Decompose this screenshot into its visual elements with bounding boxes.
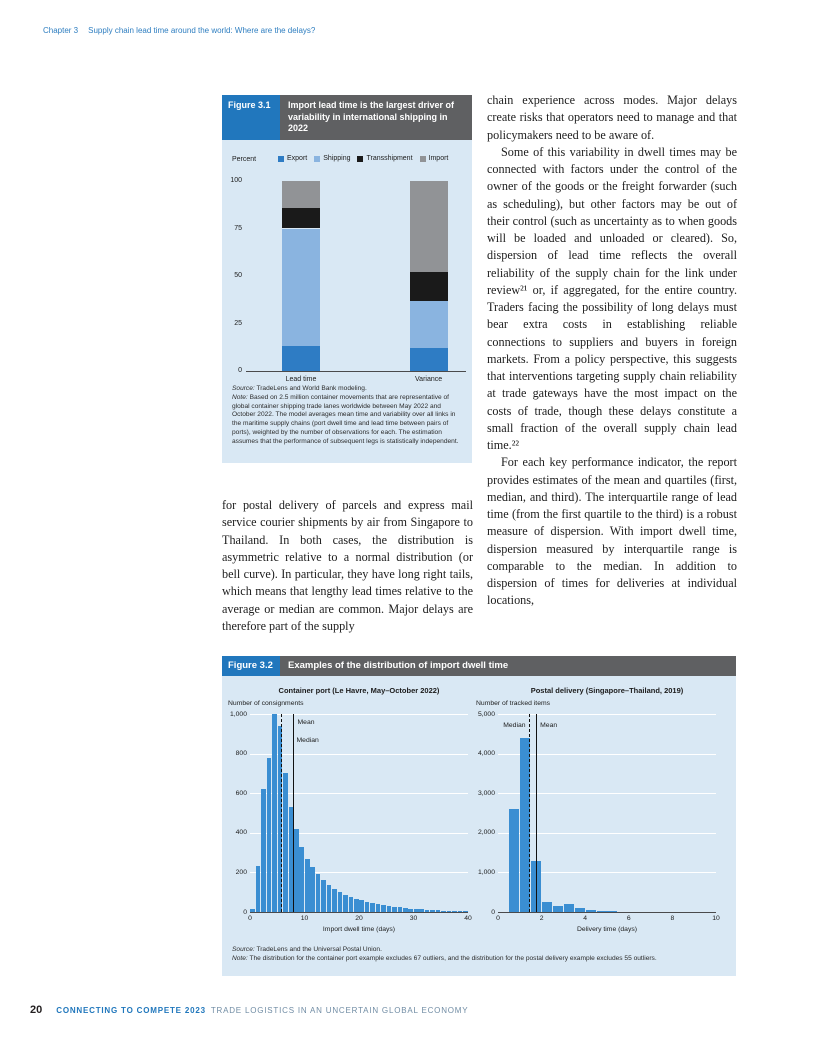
figure-3-2-note [232, 955, 726, 964]
stat-label-median: Median [296, 737, 319, 744]
x-axis-line [246, 371, 466, 372]
container-port-x-axis-label: Import dwell time (days) [322, 926, 396, 933]
gridline [498, 714, 716, 715]
chapter-label: Chapter 3 [43, 26, 79, 35]
figure-3-1-label: Figure 3.1 [222, 95, 280, 140]
figure-3-1-header [222, 95, 472, 140]
stacked-bar-segment-import [282, 181, 320, 208]
y-tick-label: 100 [230, 177, 242, 184]
histogram-bar [305, 859, 310, 912]
figure-3-1-footnotes [232, 385, 462, 447]
postal-delivery-chart-title: Postal delivery (Singapore–Thailand, 2019) [530, 686, 684, 695]
histogram-bar [542, 902, 552, 912]
legend-label: Export [287, 155, 308, 162]
figure-3-1 [222, 95, 472, 463]
legend-label: Import [428, 155, 449, 162]
figure-3-2-source [232, 946, 726, 955]
y-tick-label: 75 [234, 224, 242, 232]
y-tick-label: 1,000 [477, 868, 495, 876]
source-text: TradeLens and the Universal Postal Union. [254, 946, 382, 953]
body-paragraph: For each key performance indicator, the report provides estimates of the mean and quartiles (first, median, and third). The interquartile range of lead time (from the first quartile to the third) is a robust measure of dispersion. With import dwell time, dispersion measured by interquartile range is comparable to the median. In addition to dispersion of times for deliveries at individual locations, [487, 455, 737, 608]
y-tick-label: 1,000 [229, 710, 247, 718]
y-tick-label: 50 [234, 272, 242, 279]
legend-label: Shipping [323, 155, 351, 162]
x-axis-line [250, 912, 468, 913]
figure-3-1-note [232, 394, 462, 447]
stat-label-mean: Mean [297, 719, 315, 726]
histogram-bar [343, 895, 348, 912]
gridline [498, 793, 716, 794]
page-number: 20 [30, 1004, 43, 1016]
x-tick-label: 0 [248, 915, 252, 922]
x-tick-label: 4 [583, 915, 588, 922]
y-tick-label: 0 [491, 908, 495, 916]
source-label: Source: [232, 385, 255, 392]
histogram-bar [376, 904, 381, 912]
footer-report-subtitle: TRADE LOGISTICS IN AN UNCERTAIN GLOBAL ECONOMY [210, 1006, 469, 1015]
x-tick-label: 2 [539, 915, 544, 922]
left-column-paragraph: for postal delivery of parcels and express mail service courier shipments by air from Singapore to Thailand. In both cases, the distribution is asymmetric relative to a normal distribution (or bell curve). In particular, they have long right tails, which means that lengthy lead times relative to the average or median are common. Major delays are therefore part of the supply [222, 498, 473, 633]
x-tick-label: 6 [626, 915, 631, 922]
category-label: Lead time [285, 376, 317, 383]
histogram-bar [327, 885, 332, 912]
legend-swatch-shipping [314, 156, 320, 162]
y-tick-label: 400 [235, 829, 247, 837]
histogram-bar [299, 847, 304, 912]
footer-report-title: CONNECTING TO COMPETE 2023 [56, 1006, 206, 1015]
stacked-bar-segment-shipping [282, 229, 320, 347]
legend-label: Transshipment [366, 155, 413, 162]
histogram-bar [316, 874, 321, 912]
legend-swatch-export [278, 156, 284, 162]
figure-3-1-title: Import lead time is the largest driver of variability in international shipping in 2022 [280, 95, 472, 140]
y-tick-label: 200 [235, 868, 247, 876]
histogram-bar [332, 889, 337, 912]
x-tick-label: 40 [464, 915, 472, 922]
stat-line-median [529, 714, 530, 912]
stat-line-median [281, 714, 282, 912]
source-text: TradeLens and World Bank modeling. [254, 385, 367, 392]
y-tick-label: 600 [235, 789, 247, 797]
legend-item [278, 155, 307, 162]
histogram-bar [381, 905, 386, 912]
histogram-bar [359, 900, 364, 912]
gridline [498, 754, 716, 755]
legend-item [314, 155, 350, 162]
note-label: Note: [232, 393, 248, 401]
y-tick-label: 25 [234, 319, 242, 327]
histogram-bar [321, 880, 326, 912]
stacked-bar-segment-transshipment [282, 208, 320, 229]
category-label: Variance [415, 376, 443, 383]
stacked-bar-segment-import [410, 181, 448, 272]
y-tick-label: 0 [238, 367, 242, 374]
gridline [498, 833, 716, 834]
x-tick-label: 0 [496, 915, 500, 922]
source-label: Source: [232, 946, 255, 953]
stat-label-mean: Mean [540, 722, 558, 729]
page-footer [30, 1004, 468, 1016]
stat-line-mean [293, 714, 294, 912]
chapter-running-header [43, 26, 325, 35]
postal-delivery-y-axis-label: Number of tracked items [476, 700, 551, 707]
histogram-bar [272, 714, 277, 912]
y-tick-label: 4,000 [477, 750, 495, 758]
stat-label-median: Median [503, 722, 526, 729]
y-tick-label: 800 [235, 750, 247, 758]
figure-3-2-footnotes [232, 946, 726, 964]
stacked-bar-segment-shipping [410, 301, 448, 349]
y-tick-label: 0 [243, 908, 247, 916]
note-text: Based on 2.5 million container movements that are representative of global container shipping trade lanes worldwide between May 2022 and October 2022. The model averages mean time and variability over all links in the maritime supply chains (port dwell time and lead time between pairs of ports), weighted by the number of observations for each. The estimation assumes that the performance of subsequent legs is statistically independent. [232, 393, 459, 445]
histogram-bar [294, 829, 299, 912]
histogram-bar [338, 892, 343, 912]
histogram-bar [564, 904, 574, 912]
y-tick-label: 5,000 [477, 710, 495, 718]
figure-3-1-legend [278, 155, 448, 162]
x-tick-label: 30 [409, 915, 418, 922]
figure-3-1-axis-unit: Percent [232, 156, 257, 163]
figure-3-2-header [222, 656, 736, 676]
gridline [250, 714, 468, 715]
figure-3-2-label: Figure 3.2 [222, 656, 280, 676]
legend-swatch-transshipment [357, 156, 363, 162]
x-tick-label: 10 [712, 915, 720, 922]
figure-3-2-title: Examples of the distribution of import dwell time [280, 656, 736, 676]
histogram-bar [256, 866, 261, 912]
x-tick-label: 20 [355, 915, 363, 922]
container-port-chart-title: Container port (Le Havre, May–October 2022) [278, 686, 440, 695]
figure-3-1-source [232, 385, 462, 394]
histogram-bar [283, 773, 288, 912]
histogram-bar [267, 758, 272, 912]
histogram-bar [354, 899, 359, 912]
histogram-bar [261, 789, 266, 912]
stat-line-mean [536, 714, 537, 912]
postal-delivery-x-axis-label: Delivery time (days) [576, 926, 638, 933]
y-tick-label: 2,000 [477, 829, 495, 837]
histogram-bar [509, 809, 519, 912]
chapter-title: Supply chain lead time around the world: Where are the delays? [88, 26, 316, 35]
x-tick-label: 8 [670, 915, 675, 922]
histogram-bar [370, 903, 375, 912]
histogram-bar [349, 897, 354, 912]
legend-item [357, 155, 412, 162]
stacked-bar-segment-transshipment [410, 272, 448, 301]
body-paragraph: Some of this variability in dwell times may be connected with factors under the control of the owner of the goods or the freight forwarder (such as scheduling), but other factors may be out of their control (such as uncertainty as to when goods will be loaded and unloaded or cleared). So, dispersion of lead time reflects the overall reliability of the supply chain for the link under review²¹ or, if aggregated, for the entire country. Traders facing the possibility of long delays must bear extra costs in establishing reliable connections to suppliers and buyers in foreign markets. From a policy perspective, this suggests that interventions targeting supply chain reliability at trade gateways have the most impact on the costs of trade, though these delays constitute a small fraction of the overall supply chain lead time.²² [487, 144, 737, 452]
y-tick-label: 3,000 [477, 789, 495, 797]
body-paragraph: chain experience across modes. Major delays create risks that operators need to manage and that policymakers need to be aware of. [487, 93, 737, 142]
legend-item [420, 155, 449, 162]
container-port-y-axis-label: Number of consignments [228, 700, 304, 707]
histogram-bar [365, 902, 370, 912]
stacked-bar-segment-export [282, 346, 320, 371]
x-tick-label: 10 [300, 915, 309, 922]
figure-3-2 [222, 656, 736, 976]
legend-swatch-import [420, 156, 426, 162]
note-label: Note: [232, 954, 248, 962]
note-text: The distribution for the container port example excludes 67 outliers, and the distribution for the postal delivery example excludes 55 outliers. [247, 954, 657, 962]
x-axis-line [498, 912, 716, 913]
right-column [487, 92, 737, 610]
histogram-bar [310, 867, 315, 912]
gridline [250, 754, 468, 755]
stacked-bar-segment-export [410, 348, 448, 371]
